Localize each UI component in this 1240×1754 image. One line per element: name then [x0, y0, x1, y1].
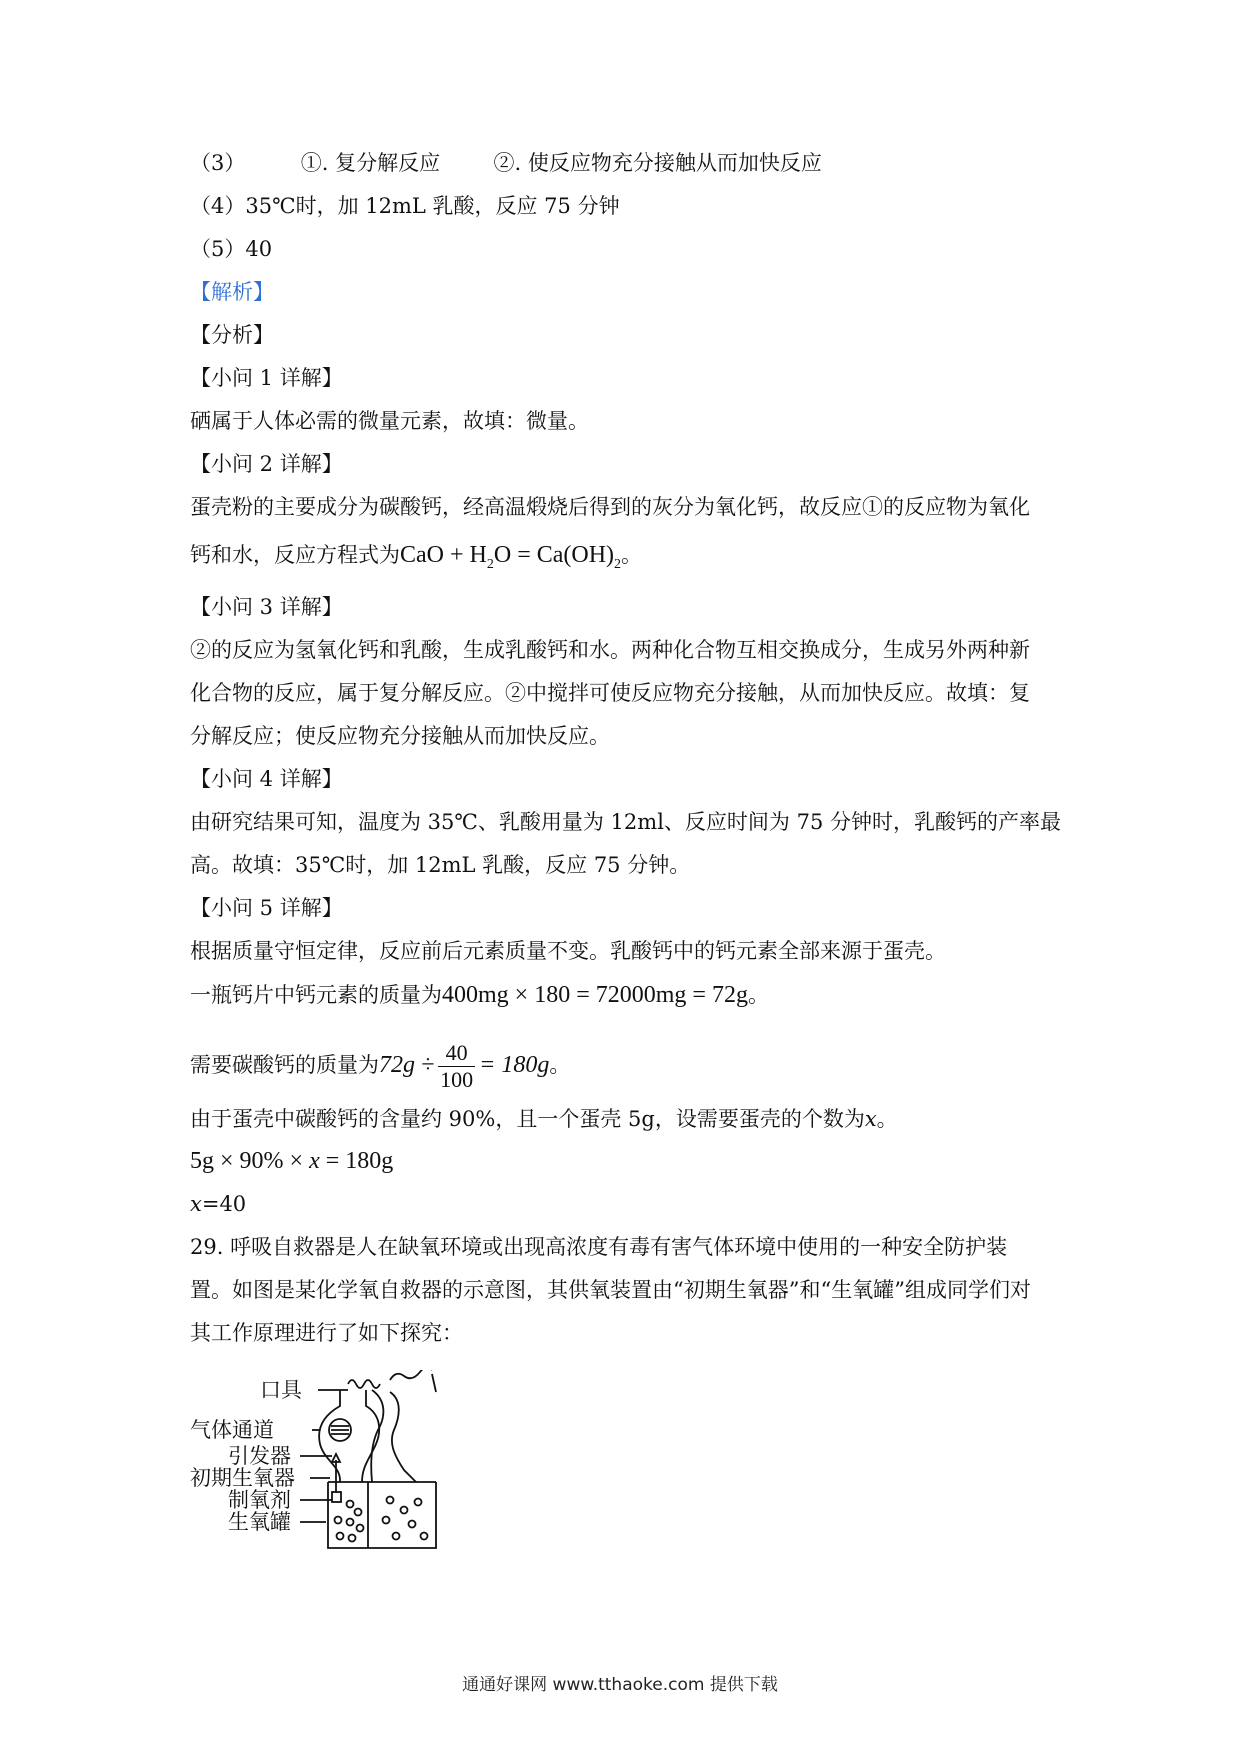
oxygen-agent-bubble — [421, 1533, 428, 1540]
sub2-title: 【小问 2 详解】 — [190, 452, 343, 476]
sub4-line2: 高。故填：35℃时，加 12mL 乳酸，反应 75 分钟。 — [190, 853, 691, 877]
initial-generator-box — [332, 1492, 341, 1502]
q29-line2: 置。如图是某化学氧自救器的示意图，其供氧装置由“初期生氧器”和“生氧罐”组成同学们对 — [190, 1278, 1031, 1302]
sub5-line2-end: 。 — [747, 983, 769, 1007]
equation-left: 5g × 90% × — [190, 1148, 304, 1174]
q29-line1: 29. 呼吸自救器是人在缺氧环境或出现高浓度有毒有害气体环境中使用的一种安全防护装 — [190, 1235, 1008, 1259]
oxygen-agent-bubble — [383, 1517, 390, 1524]
sub1-text: 硒属于人体必需的微量元素，故填：微量。 — [190, 409, 589, 433]
sub5-line1: 根据质量守恒定律，反应前后元素质量不变。乳酸钙中的钙元素全部来源于蛋壳。 — [190, 939, 946, 963]
sub5-line2-prefix: 一瓶钙片中钙元素的质量为 — [190, 983, 442, 1007]
carbonate-mass-left: 72g ÷ — [379, 1052, 435, 1078]
variable-x: x — [190, 1192, 202, 1216]
sub5-line4 — [190, 1104, 898, 1134]
label-oxygen-agent: 制氧剂 — [228, 1488, 291, 1512]
answer-q5: （5）40 — [190, 237, 273, 261]
fraction — [438, 1040, 475, 1093]
answer-q3-part-a: ①. 复分解反应 — [300, 151, 441, 175]
answer-q3-part-b: ②. 使反应物充分接触从而加快反应 — [493, 151, 822, 175]
oxygen-agent-bubble — [347, 1519, 354, 1526]
answer-q3-number: （3） — [190, 151, 246, 175]
sub5-line4-end: 。 — [876, 1107, 898, 1131]
fraction-denominator: 100 — [440, 1067, 474, 1092]
answer-q3 — [190, 148, 822, 178]
sub3-title: 【小问 3 详解】 — [190, 595, 343, 619]
page-footer: 通通好课网 www.tthaoke.com 提供下载 — [462, 1675, 778, 1695]
oxygen-agent-bubble — [355, 1509, 362, 1516]
equation-left: CaO + H — [400, 542, 487, 568]
carbonate-mass-right: = 180g — [479, 1052, 550, 1078]
right-flask-neck — [390, 1392, 416, 1482]
label-initial-generator: 初期生氧器 — [190, 1466, 295, 1490]
reaction-equation — [400, 542, 622, 572]
sub2-line2-prefix: 钙和水，反应方程式为 — [190, 543, 400, 567]
oxygen-agent-bubble — [357, 1525, 364, 1532]
sub3-line2: 化合物的反应，属于复分解反应。②中搅拌可使反应物充分接触，从而加快反应。故填：复 — [190, 681, 1030, 705]
label-gas-channel: 气体通道 — [190, 1418, 274, 1442]
sub5-line3-end: 。 — [549, 1053, 571, 1077]
sub2-line1: 蛋壳粉的主要成分为碳酸钙，经高温煅烧后得到的灰分为氧化钙，故反应①的反应物为氧化 — [190, 495, 1030, 519]
label-mouthpiece: 口具 — [260, 1378, 302, 1402]
sub3-line1: ②的反应为氢氧化钙和乳酸，生成乳酸钙和水。两种化合物互相交换成分，生成另外两种新 — [190, 638, 1030, 662]
self-rescuer-diagram — [190, 1370, 450, 1590]
q29-line3: 其工作原理进行了如下探究： — [190, 1321, 463, 1345]
oxygen-tank-outline — [328, 1482, 436, 1548]
sub5-line4-text: 由于蛋壳中碳酸钙的含量约 90%，且一个蛋壳 5g，设需要蛋壳的个数为 — [190, 1107, 865, 1131]
oxygen-agent-bubble — [349, 1535, 356, 1542]
oxygen-agent-bubble — [393, 1533, 400, 1540]
oxygen-agent-bubble — [415, 1499, 422, 1506]
calcium-mass-equation: 400mg × 180 = 72000mg = 72g — [442, 982, 748, 1008]
heading-jiexi: 【解析】 — [190, 280, 274, 304]
heading-fenxi: 【分析】 — [190, 323, 274, 347]
sub5-line2 — [190, 980, 769, 1010]
sub5-title: 【小问 5 详解】 — [190, 896, 343, 920]
answer-q4: （4）35℃时，加 12mL 乳酸，反应 75 分钟 — [190, 194, 620, 218]
oxygen-agent-bubble — [409, 1521, 416, 1528]
variable-x: x — [864, 1107, 877, 1131]
sub3-line3: 分解反应；使反应物充分接触从而加快反应。 — [190, 724, 610, 748]
sub4-title: 【小问 4 详解】 — [190, 767, 343, 791]
sub2-line2-end: 。 — [621, 543, 643, 567]
variable-x: x — [309, 1148, 320, 1174]
sub5-line5 — [190, 1146, 393, 1176]
sub5-line3 — [190, 1040, 570, 1093]
sub1-title: 【小问 1 详解】 — [190, 366, 343, 390]
oxygen-agent-bubble — [347, 1501, 354, 1508]
equation-subscript: 2 — [486, 556, 494, 572]
sub2-line2 — [190, 540, 642, 580]
equation-middle: O = Ca — [493, 542, 564, 568]
oxygen-agent-bubble — [401, 1507, 408, 1514]
equation-right: = 180g — [325, 1148, 394, 1174]
equation-subscript: 2 — [614, 556, 622, 572]
right-flask-neck — [371, 1390, 383, 1482]
sub4-line1: 由研究结果可知，温度为 35℃、乳酸用量为 12ml、反应时间为 75 分钟时，乳酸钙的产率最 — [190, 810, 1061, 834]
label-initiator: 引发器 — [228, 1444, 291, 1468]
label-oxygen-tank: 生氧罐 — [228, 1510, 291, 1534]
fraction-numerator: 40 — [438, 1040, 475, 1067]
equation-hydroxide: (OH) — [563, 542, 615, 568]
oxygen-agent-bubble — [387, 1497, 394, 1504]
oxygen-agent-bubble — [337, 1533, 344, 1540]
oxygen-agent-bubble — [335, 1517, 342, 1524]
sub5-line3-prefix: 需要碳酸钙的质量为 — [190, 1053, 379, 1077]
sub5-line6 — [190, 1189, 246, 1219]
strap-end — [432, 1374, 436, 1392]
strap — [390, 1370, 432, 1380]
result-value: =40 — [201, 1192, 247, 1216]
mouthpiece-tube — [348, 1380, 380, 1388]
